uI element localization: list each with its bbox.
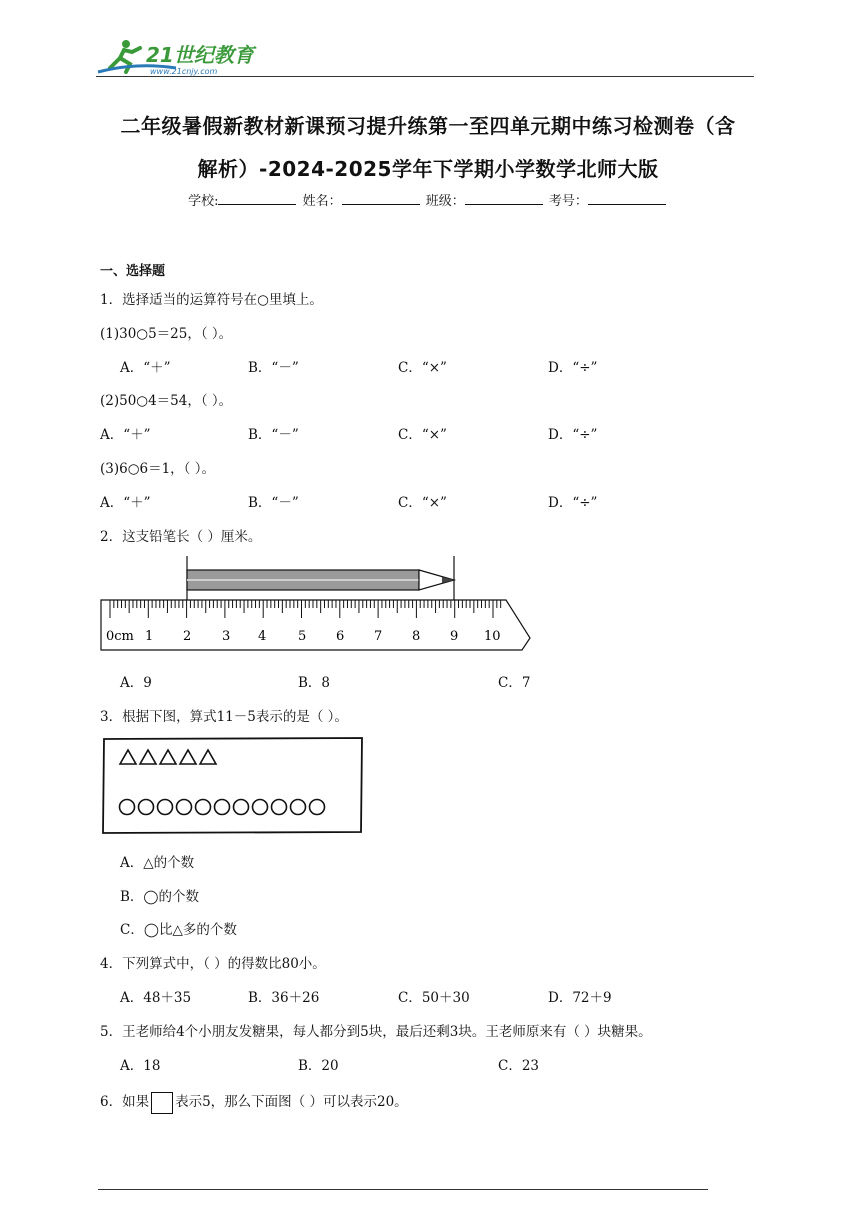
ruler-label: 1 <box>145 629 154 644</box>
q1-1-stem: (1)30○5＝25，（ ）。 <box>100 326 233 342</box>
q1-3-stem: (3)6○6＝1，（ ）。 <box>100 461 215 477</box>
q2-option-b[interactable]: B．8 <box>298 675 331 691</box>
q5-option-a[interactable]: A．18 <box>120 1058 161 1074</box>
q1-3-option-a[interactable]: A．“＋” <box>100 495 151 511</box>
ruler-label: 0cm <box>106 629 134 644</box>
ruler-figure <box>98 554 534 654</box>
ruler-label: 2 <box>183 629 192 644</box>
q4-option-c[interactable]: C．50＋30 <box>398 990 470 1006</box>
logo-text: 21世纪教育 <box>146 43 254 67</box>
ruler-label: 8 <box>412 629 421 644</box>
q4-stem: 4．下列算式中，（ ）的得数比80小。 <box>100 956 326 972</box>
title-line-2: 解析）-2024-2025学年下学期小学数学北师大版 <box>197 157 659 181</box>
class-blank[interactable] <box>465 192 543 205</box>
q3-stem: 3．根据下图，算式11－5表示的是（ ）。 <box>100 709 348 725</box>
q4-option-d[interactable]: D．72＋9 <box>548 990 612 1006</box>
ruler-label: 7 <box>374 629 383 644</box>
q1-3-option-c[interactable]: C．“×” <box>398 495 447 511</box>
ruler-label: 10 <box>484 629 501 644</box>
q1-1-option-b[interactable]: B．“－” <box>248 360 299 376</box>
class-label: 班级： <box>425 194 465 209</box>
q1-1-option-d[interactable]: D．“÷” <box>548 360 598 376</box>
ruler-label: 4 <box>258 629 267 644</box>
ruler-label: 9 <box>450 629 459 644</box>
school-label: 学校: <box>188 194 219 209</box>
q3-option-c[interactable]: C．◯比△多的个数 <box>120 922 237 938</box>
pencil-icon <box>187 556 454 600</box>
q3-option-b[interactable]: B．◯的个数 <box>120 889 200 905</box>
q5-stem: 5．王老师给4个小朋友发糖果，每人都分到5块，最后还剩3块。王老师原来有（ ）块糖果。 <box>100 1024 652 1040</box>
q6-stem-before: 6．如果 <box>100 1094 150 1110</box>
student-info <box>96 190 760 209</box>
q2-option-c[interactable]: C．7 <box>498 675 531 691</box>
q6-stem <box>100 1090 408 1114</box>
footer-rule <box>98 1189 708 1190</box>
q5-option-b[interactable]: B．20 <box>298 1058 339 1074</box>
q5-option-c[interactable]: C．23 <box>498 1058 540 1074</box>
q1-1-option-a[interactable]: A．“＋” <box>120 360 171 376</box>
q4-option-a[interactable]: A．48＋35 <box>120 990 192 1006</box>
square-box-icon <box>151 1092 173 1114</box>
header-rule <box>96 76 754 77</box>
shapes-frame <box>103 738 362 833</box>
name-blank[interactable] <box>342 192 420 205</box>
q3-option-a[interactable]: A．△的个数 <box>120 855 195 871</box>
q6-stem-after: 表示5，那么下面图（ ）可以表示20。 <box>175 1094 408 1110</box>
logo-url: www.21cnjy.com <box>150 67 218 76</box>
title-line-1: 二年级暑假新教材新课预习提升练第一至四单元期中练习检测卷（含 <box>120 114 736 138</box>
name-label: 姓名： <box>302 194 342 209</box>
ruler-body <box>101 600 530 650</box>
section-heading: 一、选择题 <box>100 264 166 279</box>
school-blank[interactable] <box>218 192 296 205</box>
q1-2-option-d[interactable]: D．“÷” <box>548 427 598 443</box>
q1-2-stem: (2)50○4＝54，（ ）。 <box>100 393 233 409</box>
q2-option-a[interactable]: A．9 <box>120 675 152 691</box>
shapes-figure <box>100 736 366 836</box>
q2-stem: 2．这支铅笔长（ ）厘米。 <box>100 529 262 545</box>
q1-3-option-d[interactable]: D．“÷” <box>548 495 598 511</box>
q1-3-option-b[interactable]: B．“－” <box>248 495 299 511</box>
q1-2-option-a[interactable]: A．“＋” <box>100 427 151 443</box>
id-label: 考号： <box>548 194 588 209</box>
q1-stem: 1．选择适当的运算符号在○里填上。 <box>100 292 323 308</box>
ruler-label: 5 <box>298 629 307 644</box>
q4-option-b[interactable]: B．36＋26 <box>248 990 320 1006</box>
ruler-label: 6 <box>336 629 345 644</box>
site-logo <box>96 38 266 78</box>
ruler-label: 3 <box>222 629 231 644</box>
q1-2-option-b[interactable]: B．“－” <box>248 427 299 443</box>
q1-1-option-c[interactable]: C．“×” <box>398 360 447 376</box>
q1-2-option-c[interactable]: C．“×” <box>398 427 447 443</box>
id-blank[interactable] <box>588 192 666 205</box>
